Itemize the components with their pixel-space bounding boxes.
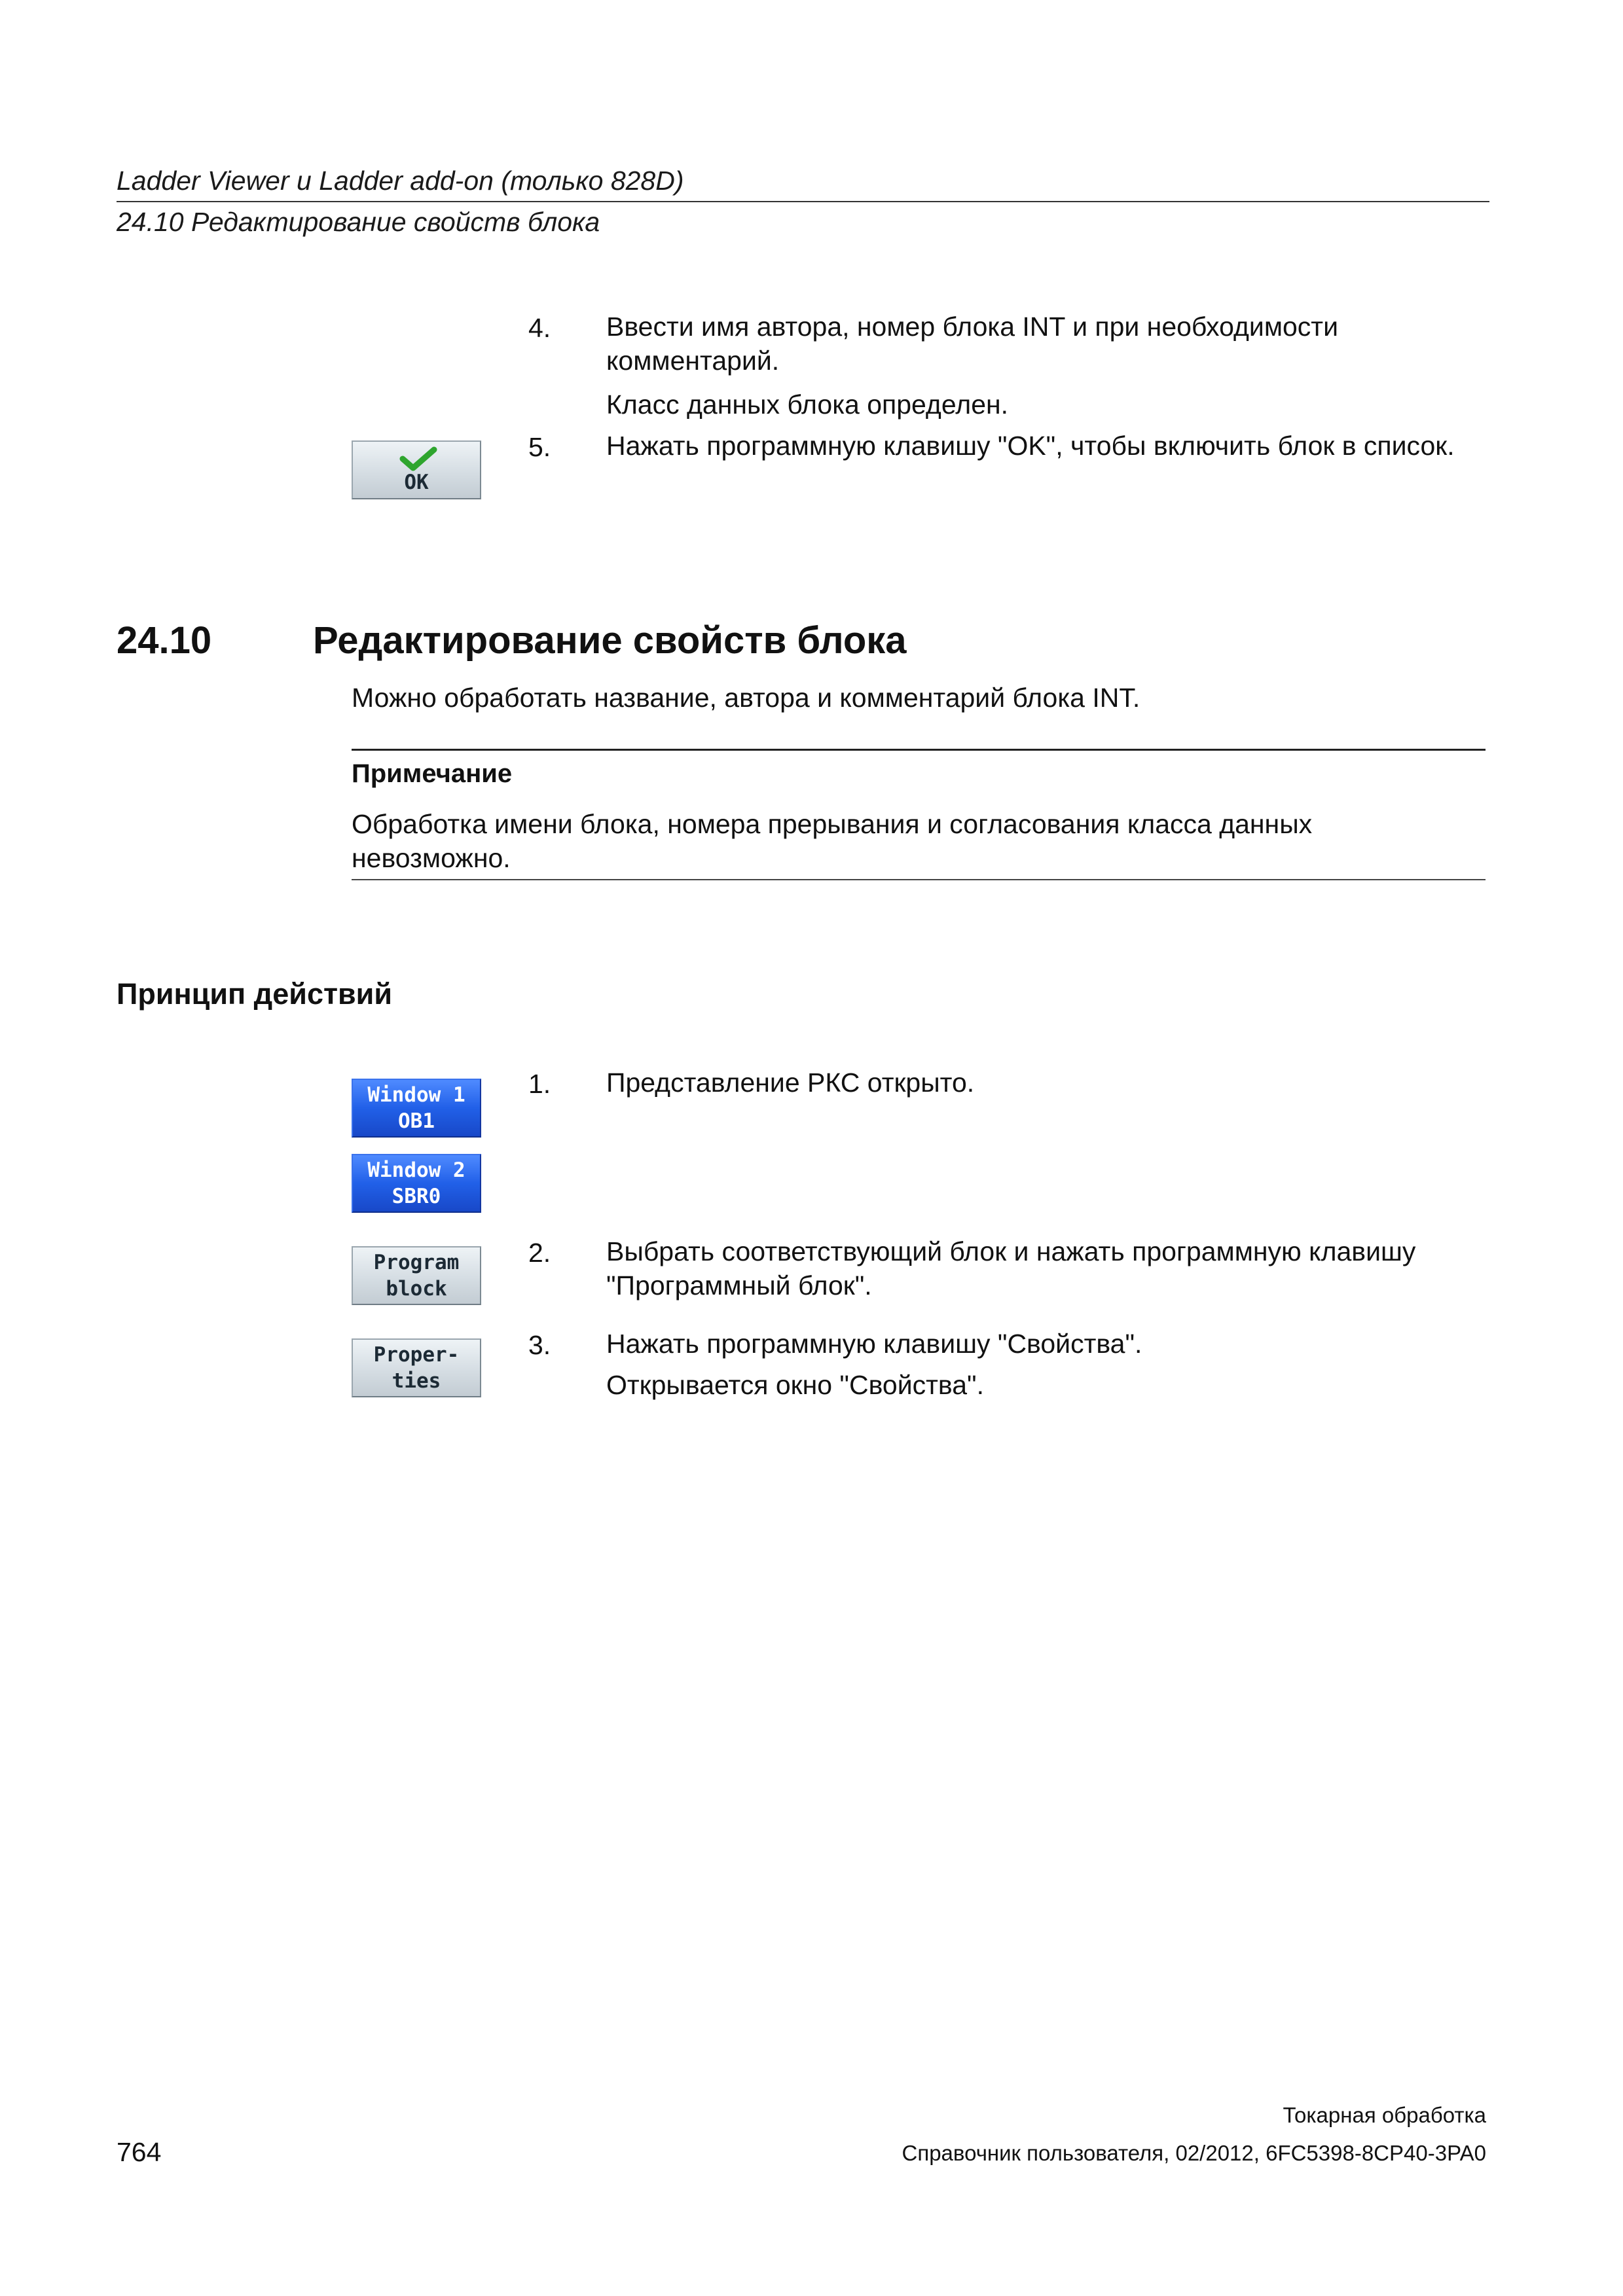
proc-step-3-result: Открывается окно "Свойства". [606, 1370, 984, 1400]
step-4-number: 4. [528, 313, 551, 343]
note-bottom-rule [352, 879, 1486, 880]
window1-softkey-line-1: Window 1 [367, 1083, 465, 1107]
note-title: Примечание [352, 759, 513, 788]
note-line-2: невозможно. [352, 843, 511, 873]
note-top-rule [352, 749, 1486, 751]
section-intro: Можно обработать название, автора и комментарий блока INT. [352, 683, 1140, 713]
step-4-line-2: комментарий. [606, 346, 780, 376]
proc-step-3-text: Нажать программную клавишу "Свойства". [606, 1329, 1142, 1359]
window2-softkey-line-1: Window 2 [367, 1158, 465, 1182]
footer-doc-info: Справочник пользователя, 02/2012, 6FC5398-8CP40-3PA0 [902, 2141, 1486, 2165]
step-5-text: Нажать программную клавишу "OK", чтобы включить блок в список. [606, 431, 1455, 461]
page-number: 764 [117, 2137, 162, 2167]
properties-softkey-line-2: ties [392, 1369, 441, 1393]
checkmark-icon [399, 446, 438, 472]
proc-step-1-number: 1. [528, 1069, 551, 1099]
window1-ob1-softkey[interactable] [352, 1079, 481, 1138]
proc-step-2-text [606, 1234, 1415, 1302]
procedure-heading: Принцип действий [117, 977, 392, 1011]
program-block-softkey[interactable] [352, 1246, 481, 1305]
running-header-title: Ladder Viewer и Ladder add-on (только 828D) [117, 166, 684, 196]
section-number: 24.10 [117, 619, 212, 662]
header-rule [117, 201, 1489, 202]
step-4-result: Класс данных блока определен. [606, 389, 1009, 420]
proc-step-2-line-2: "Программный блок". [606, 1270, 872, 1300]
proc-step-3-number: 3. [528, 1330, 551, 1360]
properties-softkey-line-1: Proper- [373, 1343, 460, 1367]
proc-step-1-text: Представление РКС открыто. [606, 1067, 975, 1098]
step-5-number: 5. [528, 432, 551, 462]
window2-sbr0-softkey[interactable] [352, 1154, 481, 1213]
note-line-1: Обработка имени блока, номера прерывания и согласования класса данных [352, 809, 1313, 839]
ok-softkey-label: OK [404, 471, 429, 494]
program-block-softkey-line-1: Program [373, 1251, 460, 1274]
footer-doc-title: Токарная обработка [1283, 2103, 1486, 2127]
proc-step-2-number: 2. [528, 1238, 551, 1268]
step-4-line-1: Ввести имя автора, номер блока INT и при необходимости [606, 312, 1338, 342]
proc-step-2-line-1: Выбрать соответствующий блок и нажать программную клавишу [606, 1236, 1416, 1266]
section-title: Редактирование свойств блока [313, 619, 907, 662]
ok-softkey[interactable] [352, 440, 481, 499]
running-header-subtitle: 24.10 Редактирование свойств блока [117, 207, 600, 237]
properties-softkey[interactable] [352, 1338, 481, 1397]
step-4-text [606, 310, 1338, 378]
window2-softkey-line-2: SBR0 [392, 1185, 441, 1208]
program-block-softkey-line-2: block [386, 1277, 447, 1300]
window1-softkey-line-2: OB1 [398, 1109, 435, 1133]
note-body [352, 807, 1312, 875]
